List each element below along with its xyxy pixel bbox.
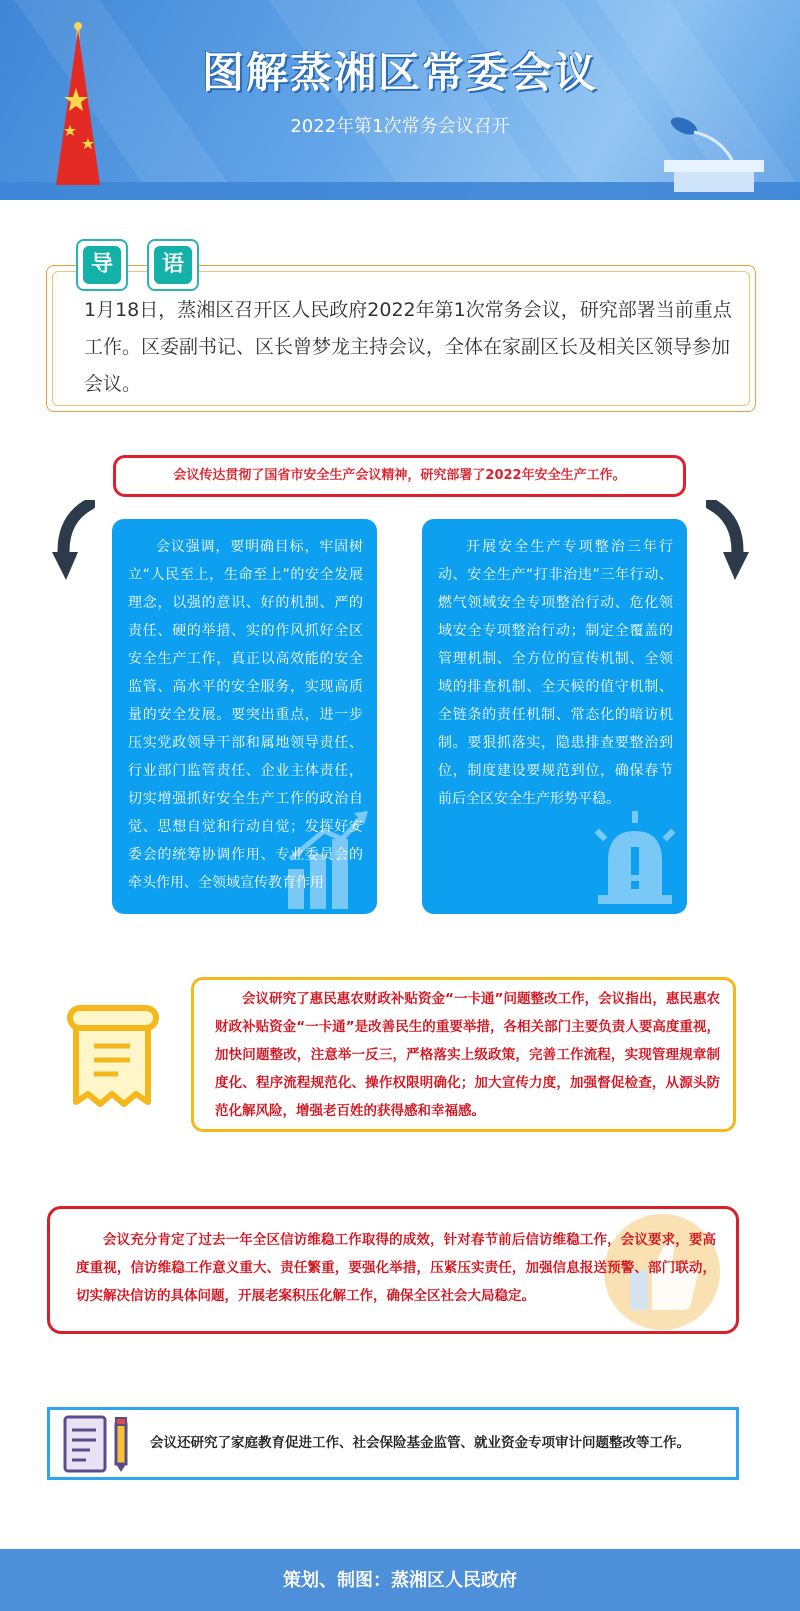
podium-icon [660, 112, 770, 192]
other-text: 会议还研究了家庭教育促进工作、社会保险基金监管、就业资金专项审计问题整改等工作。 [150, 1435, 690, 1451]
intro-tag-1-label: 导 [83, 246, 121, 284]
petition-text: 会议充分肯定了过去一年全区信访维稳工作取得的成效，针对春节前后信访维稳工作，会议要求，要高度重视，信访维稳工作意义重大、责任繁重，要强化举措，压紧压实责任，加强信息报送预警、部门联动，切实解决信访的具体问题，开展老案积压化解工作，确保全区社会大局稳定。 [76, 1232, 716, 1304]
scroll-document-icon [66, 1002, 161, 1112]
safety-section-header: 会议传达贯彻了国省市安全生产会议精神，研究部署了2022年安全生产工作。 [113, 455, 686, 497]
curved-arrow-right-icon [706, 500, 751, 582]
intro-text: 1月18日，蒸湘区召开区人民政府2022年第1次常务会议，研究部署当前重点工作。区委副书记、区长曾梦龙主持会议，全体在家副区长及相关区领导参加会议。 [84, 299, 732, 395]
finance-text: 会议研究了惠民惠农财政补贴资金“一卡通”问题整改工作，会议指出，惠民惠农财政补贴资金“一卡通”是改善民生的重要举措，各相关部门主要负责人要高度重视，加快问题整改，注意举一反三，严格落实上级政策，完善工作流程，实现管理规章制度化、程序流程规范化、操作权限明确化；加大宣传力度，加强督促检查，从源头防范化解风险，增强老百姓的获得感和幸福感。 [215, 991, 720, 1119]
curved-arrow-left-icon [50, 500, 95, 582]
page-subtitle: 2022年第1次常务会议召开 [290, 116, 510, 137]
safety-right-text: 开展安全生产专项整治三年行动、安全生产“打非治违”三年行动、燃气领域安全专项整治行动、危化领域安全专项整治行动；制定全覆盖的管理机制、全方位的宣传机制、全领域的排查机制、全天候的值守机制、全链条的责任机制、常态化的暗访机制。要狠抓落实，隐患排查要整治到位，制度建设要规范到位，确保春节前后全区安全生产形势平稳。 [438, 539, 673, 807]
page-title: 图解蒸湘区常委会议 [201, 48, 598, 97]
intro-tag-1 [76, 239, 128, 291]
document-pencil-icon [62, 1414, 134, 1474]
safety-right-card [422, 519, 687, 914]
intro-tag-2 [147, 239, 199, 291]
intro-tag-2-label: 语 [154, 246, 192, 284]
footer-credit: 策划、制图：蒸湘区人民政府 [283, 1570, 517, 1591]
safety-left-text: 会议强调，要明确目标，牢固树立“人民至上，生命至上”的安全发展理念，以强的意识、好的机制、严的责任、硬的举措、实的作风抓好全区安全生产工作，真正以高效能的安全监管、高水平的安全服务，实现高质量的安全发展。要突出重点，进一步压实党政领导干部和属地领导责任、行业部门监管责任、企业主体责任，切实增强抓好安全生产工作的政治自觉、思想自觉和行动自觉；发挥好安委会的统筹协调作用、专业委员会的牵头作用、全领域宣传教育作用 [128, 539, 363, 891]
alarm-icon [590, 809, 680, 904]
safety-left-card [112, 519, 377, 914]
